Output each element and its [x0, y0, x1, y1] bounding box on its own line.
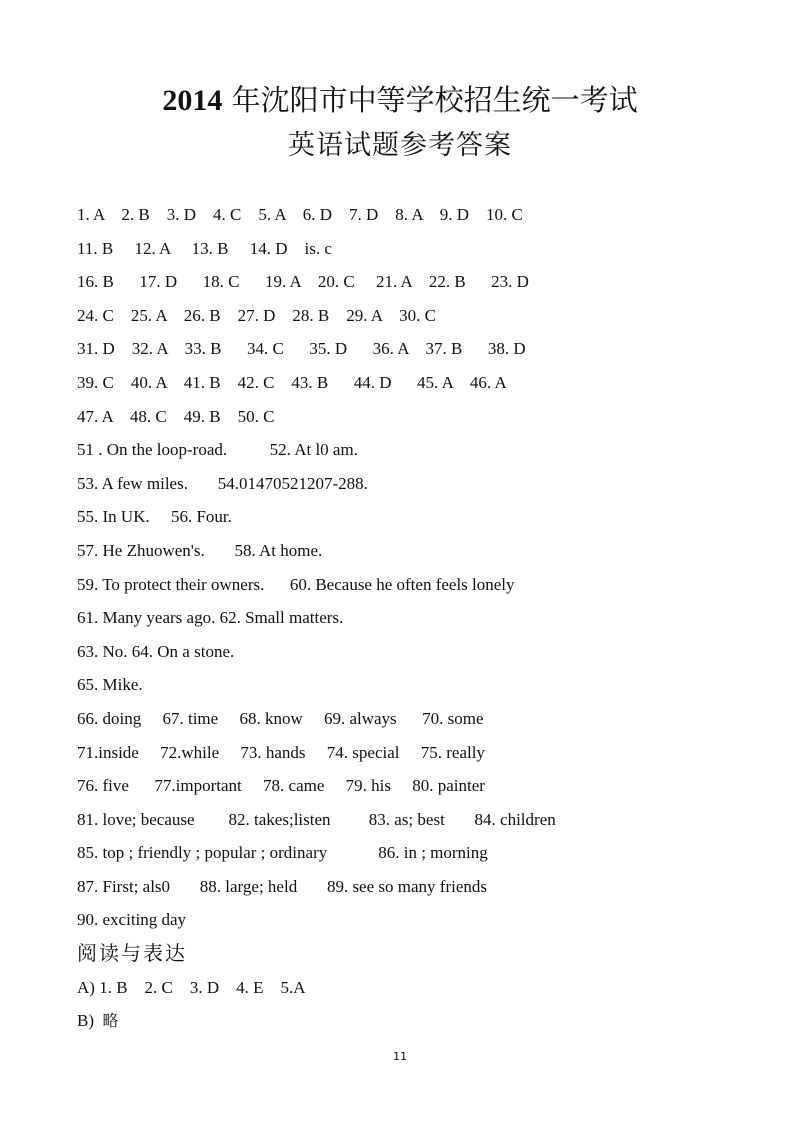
- answer-line: 57. He Zhuowen's. 58. At home.: [77, 540, 323, 560]
- section-a-answers: A) 1. B 2. C 3. D 4. E 5.A: [77, 977, 306, 997]
- answer-line: 90. exciting day: [77, 910, 187, 930]
- answer-line: 47. A 48. C 49. B 50. C: [77, 406, 275, 426]
- answer-line: 63. No. 64. On a stone.: [77, 641, 235, 661]
- answer-line: 24. C 25. A 26. B 27. D 28. B 29. A 30. C: [77, 305, 436, 325]
- page-subtitle: 英语试题参考答案: [288, 130, 512, 161]
- answer-line: 53. A few miles. 54.01470521207-288.: [77, 473, 368, 493]
- answer-line: 65. Mike.: [77, 675, 143, 695]
- title-year: 2014: [162, 84, 223, 117]
- answer-line: 85. top ; friendly ; popular ; ordinary 86. in ; morning: [77, 843, 488, 863]
- page-number: 11: [393, 1050, 407, 1063]
- page-title: [0, 82, 800, 119]
- section-b-label: B): [77, 1011, 103, 1031]
- section-heading: 阅读与表达: [77, 941, 187, 966]
- answer-line: 59. To protect their owners. 60. Because he often feels lonely: [77, 574, 515, 594]
- answer-line: 1. A 2. B 3. D 4. C 5. A 6. D 7. D 8. A 9. D 10. C: [77, 205, 523, 224]
- answer-line: 39. C 40. A 41. B 42. C 43. B 44. D 45. A 46. A: [77, 372, 507, 392]
- answer-line: 31. D 32. A 33. B 34. C 35. D 36. A 37. B 38. D: [77, 339, 526, 359]
- answer-line: 71.inside 72.while 73. hands 74. special 75. really: [77, 742, 485, 762]
- answer-line: 81. love; because 82. takes;listen 83. as; best 84. children: [77, 809, 556, 829]
- answer-line: 66. doing 67. time 68. know 69. always 70. some: [77, 708, 484, 728]
- answer-line: 61. Many years ago. 62. Small matters.: [77, 608, 344, 628]
- answer-line: 87. First; als0 88. large; held 89. see so many friends: [77, 876, 487, 896]
- title-main: 年沈阳市中等学校招生统一考试: [222, 83, 638, 117]
- answer-line: 76. five 77.important 78. came 79. his 80. painter: [77, 776, 485, 796]
- section-b-answers: [77, 1004, 777, 1038]
- answer-line: 16. B 17. D 18. C 19. A 20. C 21. A 22. B 23. D: [77, 272, 529, 292]
- answer-list: [77, 198, 777, 1038]
- answer-line: 55. In UK. 56. Four.: [77, 507, 232, 527]
- answer-line: 51 . On the loop-road. 52. At l0 am.: [77, 440, 358, 460]
- answer-line: 11. B 12. A 13. B 14. D is. c: [77, 238, 332, 258]
- section-b-text: 略: [102, 1011, 119, 1031]
